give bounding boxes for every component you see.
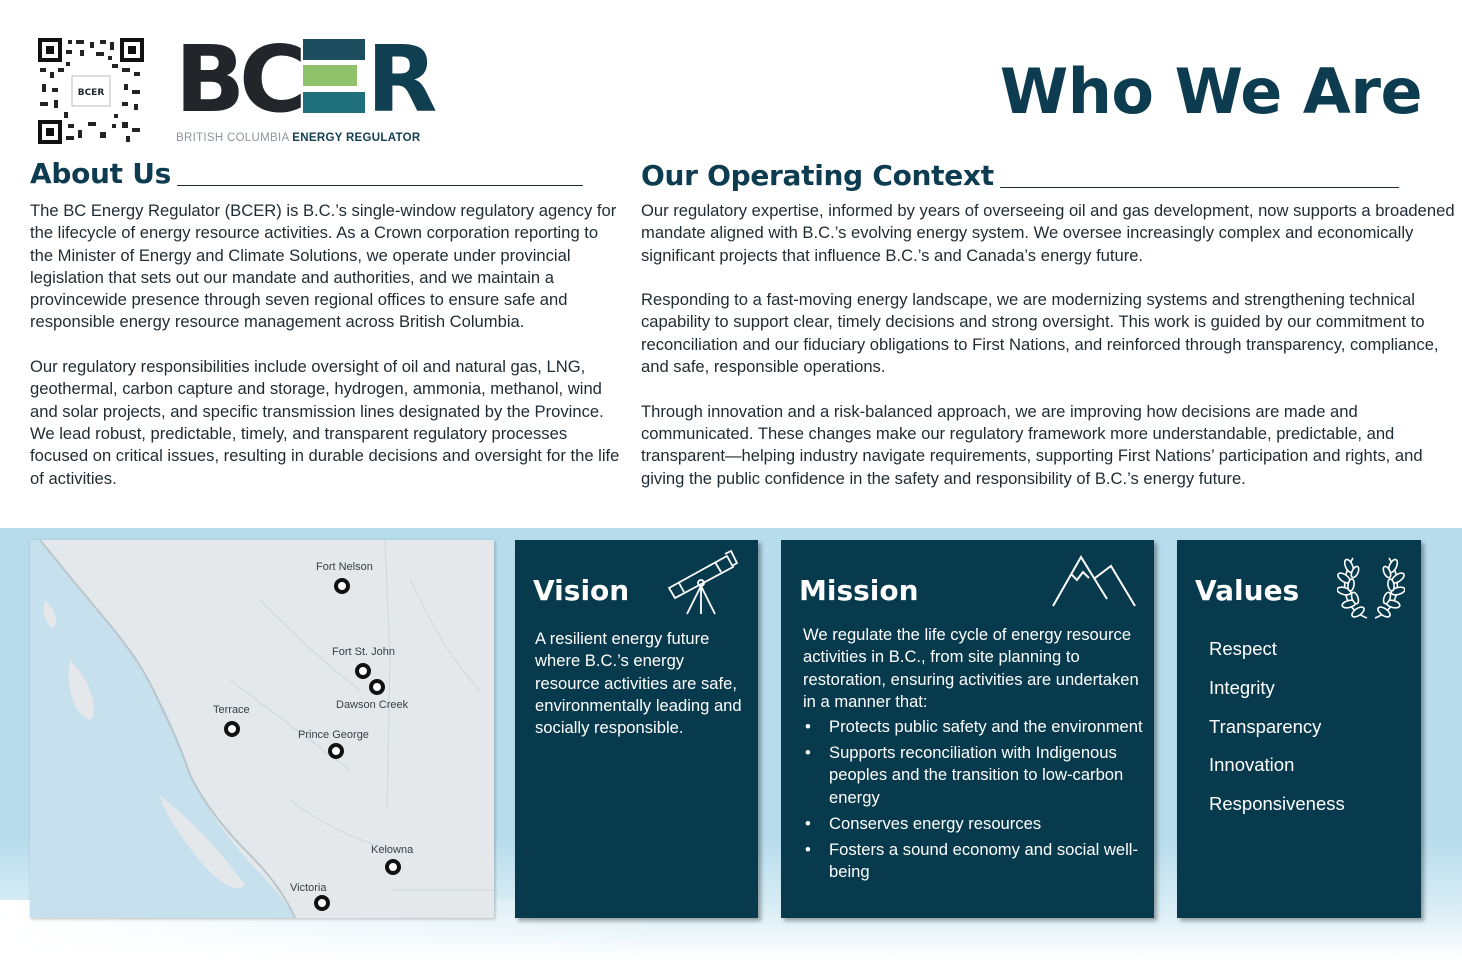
mission-list — [803, 716, 1148, 887]
city-label: Fort Nelson — [316, 561, 373, 573]
city-label: Prince George — [298, 729, 369, 741]
city-label: Kelowna — [371, 844, 414, 856]
city-label: Dawson Creek — [336, 699, 409, 711]
about-paragraph: The BC Energy Regulator (BCER) is B.C.’s single-window regulatory agency for the lifecycle of energy resource activities. As a Crown corporation reporting to the Minister of Energy and Climate Solutions, we operate under provincial legislation that sets out our mandate and authorities, and we maintain a provincewide presence through seven regional offices to ensure safe and responsible energy resource management across British Columbia. — [30, 201, 617, 332]
telescope-icon — [665, 550, 740, 621]
logo-tagline: BRITISH COLUMBIA ENERGY REGULATOR — [176, 132, 421, 144]
logo-letters-bc: BC — [175, 26, 301, 133]
value-item: Responsiveness — [1209, 793, 1345, 815]
page-title: Who We Are — [999, 55, 1422, 128]
mission-item: • Conserves energy resources — [803, 813, 1148, 835]
values-heading: Values — [1195, 574, 1300, 607]
city-marker-fort-nelson — [336, 580, 348, 592]
city-marker-terrace — [226, 723, 238, 735]
about-body — [30, 200, 625, 512]
context-paragraph: Responding to a fast-moving energy landscape, we are modernizing systems and strengthening technical capability to support clear, timely decisions and strong oversight. This work is guided by our commitment to reconciliation and our fiduciary obligations to First Nations, and reinforced through transparency, compliance, and safe, responsible operations. — [641, 290, 1439, 377]
context-body — [641, 200, 1456, 512]
mission-item: • Protects public safety and the environment — [803, 716, 1148, 738]
city-label: Terrace — [213, 704, 250, 716]
mission-card — [781, 540, 1154, 918]
value-item: Transparency — [1209, 715, 1322, 737]
context-paragraph: Through innovation and a risk-balanced approach, we are improving how decisions are made and communicated. These changes make our regulatory framework more understandable, predictable, and transparent—helping industry navigate requirements, supporting First Nations’ participation and rights, and giving the public confidence in the safety and responsibility of B.C.’s energy future. — [641, 401, 1423, 488]
context-heading-row — [641, 159, 1399, 192]
svg-text:BCER: BCER — [77, 88, 105, 98]
qr-code — [38, 38, 144, 144]
vision-card — [515, 540, 758, 918]
heading-rule — [1000, 187, 1399, 188]
mission-item: • Fosters a sound economy and social well-being — [803, 839, 1148, 884]
city-label: Fort St. John — [332, 646, 395, 658]
value-item: Respect — [1209, 638, 1277, 659]
logo-e-mark — [303, 39, 365, 113]
logo-letter-r: R — [366, 26, 432, 133]
city-marker-fort-st-john — [357, 665, 369, 677]
bc-map — [30, 540, 494, 918]
vision-heading: Vision — [533, 574, 630, 607]
about-heading: About Us — [30, 157, 172, 190]
bcer-logo — [175, 26, 432, 150]
mission-intro: We regulate the life cycle of energy resource activities in B.C., from site planning to restoration, ensuring activities are undertaken in a manner that: — [803, 625, 1139, 711]
laurel-wreath-icon — [1337, 554, 1405, 627]
city-marker-prince-george — [330, 745, 342, 757]
about-paragraph: Our regulatory responsibilities include oversight of oil and natural gas, LNG, geothermal, carbon capture and storage, hydrogen, ammonia, methanol, wind and solar projects, and specific transmission lines designated by the Province. We lead robust, predictable, timely, and transparent regulatory processes focused on critical issues, resulting in durable decisions and oversight for the life of activities. — [30, 357, 620, 488]
city-marker-kelowna — [387, 861, 399, 873]
value-item: Innovation — [1209, 754, 1295, 776]
city-marker-victoria — [316, 897, 328, 909]
heading-rule — [177, 185, 583, 186]
about-heading-row — [30, 157, 583, 190]
city-marker-dawson-creek — [371, 681, 383, 693]
mission-heading: Mission — [799, 574, 919, 607]
context-heading: Our Operating Context — [641, 159, 994, 192]
mission-item: • Supports reconciliation with Indigenous peoples and the transition to low-carbon energy — [803, 742, 1148, 809]
vision-text: A resilient energy future where B.C.’s energy resource activities are safe, environmentally leading and socially responsible. — [535, 629, 742, 738]
city-label: Victoria — [290, 882, 327, 894]
values-card — [1177, 540, 1421, 918]
value-item: Integrity — [1209, 676, 1275, 698]
mountains-icon — [1051, 554, 1137, 613]
values-list — [1209, 637, 1345, 831]
context-paragraph: Our regulatory expertise, informed by years of overseeing oil and gas development, now supports a broadened mandate aligned with B.C.’s evolving energy system. We oversee increasingly complex and economically significant projects that influence B.C.’s and Canada’s energy future. — [641, 201, 1455, 265]
